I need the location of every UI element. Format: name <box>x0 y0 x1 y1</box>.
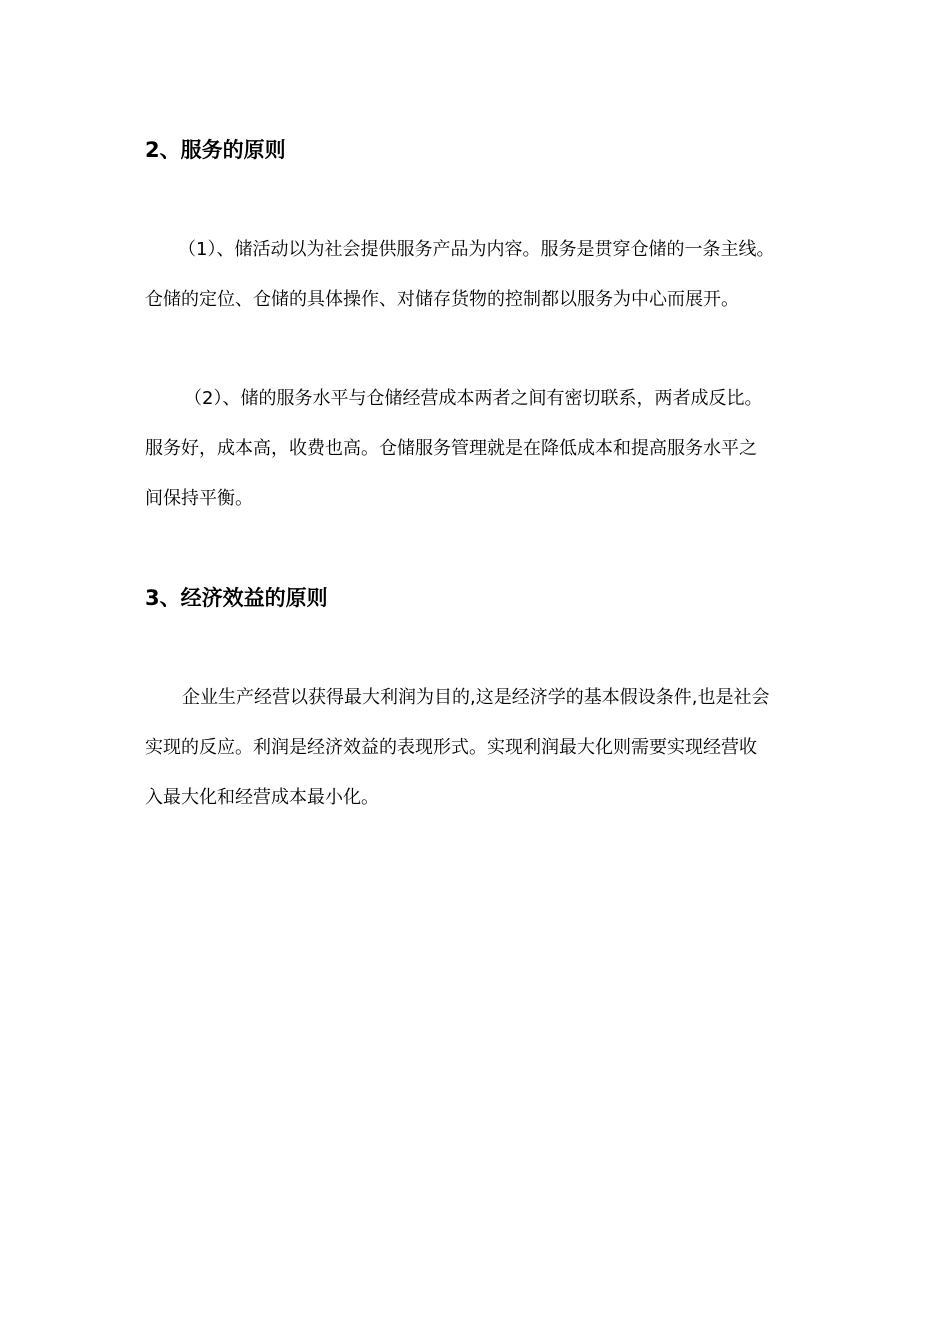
section-2-paragraph-1-line-2: 仓储的定位、仓储的具体操作、对储存货物的控制都以服务为中心而展开。 <box>145 289 739 310</box>
section-2-paragraph-2-line-1: （2）、储的服务水平与仓储经营成本两者之间有密切联系，两者成反比。 <box>184 388 763 409</box>
section-3-paragraph-1-line-2: 实现的反应。利润是经济效益的表现形式。实现利润最大化则需要实现经营收 <box>145 737 757 758</box>
section-2-paragraph-2-line-3: 间保持平衡。 <box>145 488 253 509</box>
section-3-paragraph-1-line-3: 入最大化和经营成本最小化。 <box>145 787 379 808</box>
section-2-heading: 2、服务的原则 <box>145 138 286 162</box>
section-2-paragraph-1-line-1: （1）、储活动以为社会提供服务产品为内容。服务是贯穿仓储的一条主线。 <box>178 239 775 260</box>
section-3-paragraph-1-line-1: 企业生产经营以获得最大利润为目的,这是经济学的基本假设条件,也是社会 <box>182 687 770 708</box>
section-3-heading: 3、经济效益的原则 <box>145 586 328 610</box>
section-2-paragraph-2-line-2: 服务好，成本高，收费也高。仓储服务管理就是在降低成本和提高服务水平之 <box>145 438 757 459</box>
